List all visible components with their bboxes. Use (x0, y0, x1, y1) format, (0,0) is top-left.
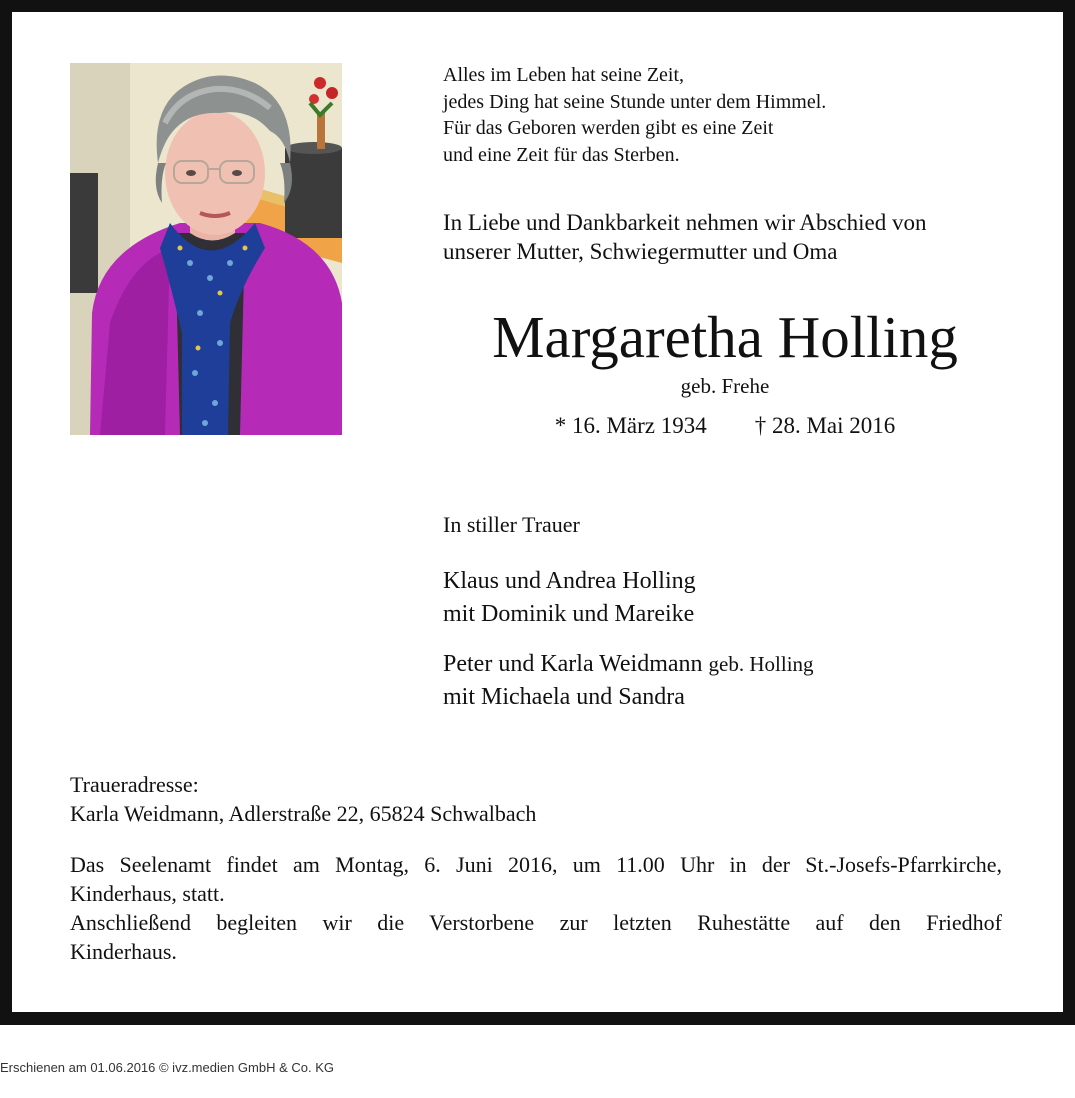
obituary-notice (12, 12, 1063, 1012)
family-line: mit Dominik und Mareike (443, 601, 695, 627)
verse-line: jedes Ding hat seine Stunde unter dem Himmel. (443, 90, 827, 113)
farewell-intro (443, 208, 1043, 266)
service-information (70, 850, 1002, 966)
family-names: Peter und Karla Weidmann (443, 651, 703, 677)
mourner-family (443, 565, 696, 631)
life-dates (443, 411, 1007, 441)
death-date: † 28. Mai 2016 (754, 413, 896, 438)
bible-verse (443, 62, 1003, 168)
mourning-heading: In stiller Trauer (443, 512, 580, 537)
birth-date: * 16. März 1934 (554, 413, 707, 438)
family-line (443, 648, 814, 681)
family-birth-name: geb. Holling (708, 652, 814, 676)
address-value: Karla Weidmann, Adlerstraße 22, 65824 Schwalbach (70, 801, 537, 826)
intro-line: In Liebe und Dankbarkeit nehmen wir Abschied von (443, 210, 927, 235)
service-line: Das Seelenamt findet am Montag, 6. Juni 2016, um 11.00 Uhr in der St.-Josefs-Pfarrkirche, (70, 852, 1002, 877)
service-line: Kinderhaus, statt. (70, 881, 225, 906)
service-line: Anschließend begleiten wir die Verstorbene zur letzten Ruhestätte auf den Friedhof (70, 910, 1002, 935)
family-line: Klaus und Andrea Holling (443, 568, 696, 594)
verse-line: und eine Zeit für das Sterben. (443, 143, 680, 166)
mourner-family (443, 648, 814, 714)
portrait-photo (70, 63, 342, 435)
service-line: Kinderhaus. (70, 939, 177, 964)
publication-footer: Erschienen am 01.06.2016 © ivz.medien GmbH & Co. KG (0, 1060, 335, 1075)
birth-name: geb. Frehe (680, 374, 770, 398)
family-line: mit Michaela und Sandra (443, 684, 685, 710)
mourning-address (70, 770, 536, 828)
address-label: Traueradresse: (70, 772, 199, 797)
verse-line: Alles im Leben hat seine Zeit, (443, 64, 685, 86)
intro-line: unserer Mutter, Schwiegermutter und Oma (443, 239, 838, 264)
deceased-name: Margaretha Holling (492, 304, 958, 370)
verse-line: Für das Geboren werden gibt es eine Zeit (443, 117, 774, 139)
